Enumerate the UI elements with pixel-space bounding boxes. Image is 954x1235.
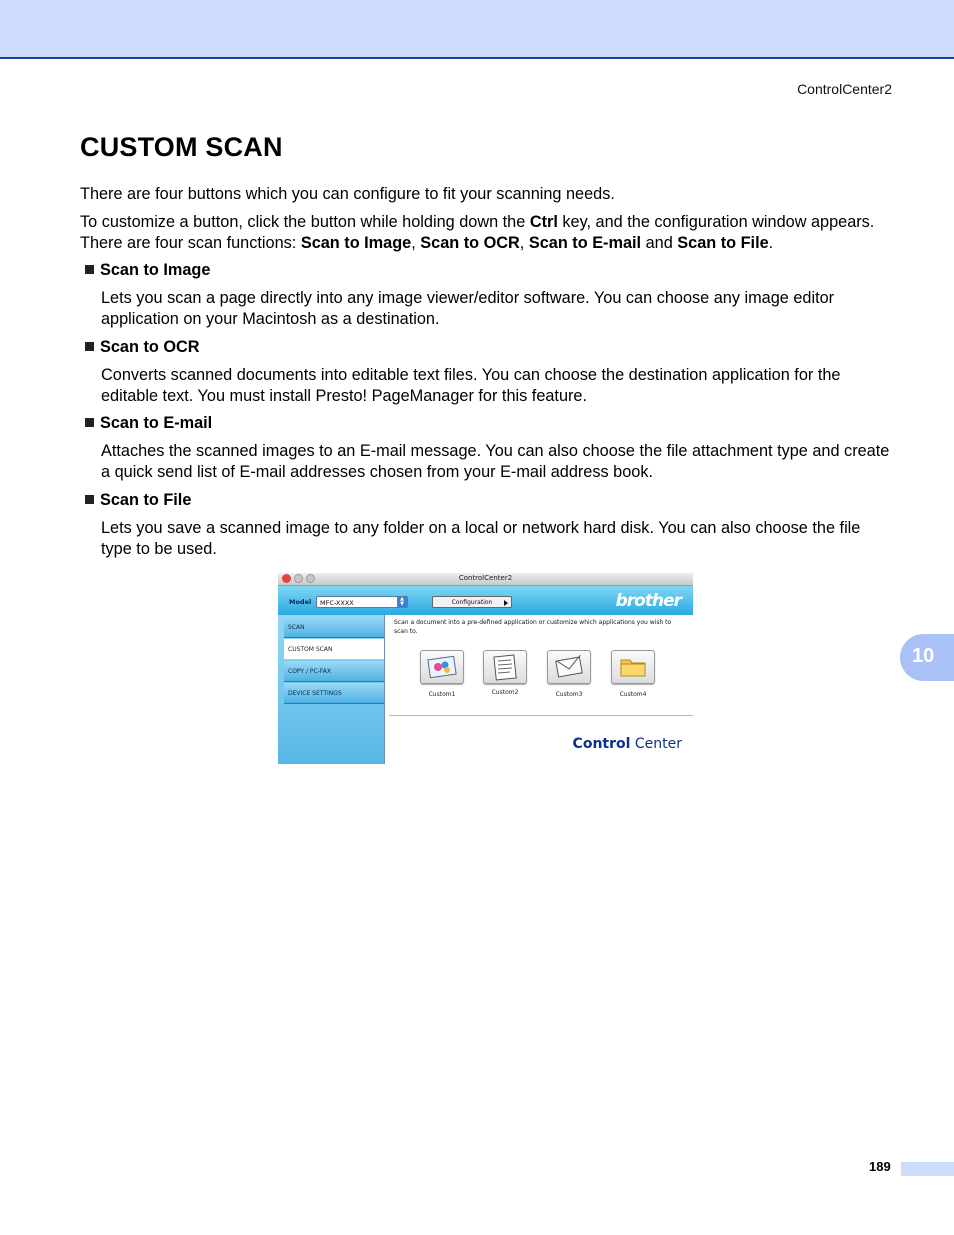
page-number-bar [901,1162,954,1176]
tab-copy-pc-fax[interactable]: COPY / PC-FAX [284,661,384,682]
function-name: Scan to Image [300,233,412,252]
sidebar [278,615,384,764]
tab-scan[interactable]: SCAN [284,617,384,638]
item-heading [85,490,191,511]
square-bullet-icon [85,495,94,504]
separator: , [411,233,421,252]
configuration-button[interactable] [432,596,512,608]
item-text: Lets you scan a page directly into any image viewer/editor software. You can choose any image editor application on your Macintosh as a destination. [101,289,835,328]
item-title: Scan to OCR [100,338,200,356]
logo-bold-text: Control [572,736,631,752]
model-label: Model [289,598,312,606]
custom4-button[interactable] [611,650,655,698]
intro-paragraph: There are four buttons which you can configure to fit your scanning needs. [80,185,615,203]
item-title: Scan to E-mail [100,414,213,432]
folder-icon [611,650,655,684]
controlcenter-logo [573,736,682,752]
item-text: Converts scanned documents into editable text files. You can choose the destination application for the editable text. You must install Presto! PageManager for this feature. [101,366,841,405]
custom4-label: Custom4 [619,691,647,698]
window-title: ControlCenter2 [458,574,513,582]
customize-text: To customize a button, click the button while holding down the [80,213,530,231]
stepper-arrows-icon: ▲ ▼ [397,597,407,607]
square-bullet-icon [85,342,94,351]
main-panel [384,615,693,764]
image-icon [420,650,464,684]
square-bullet-icon [85,265,94,274]
page-title: CUSTOM SCAN [80,132,283,162]
item-text: Attaches the scanned images to an E-mail message. You can also choose the file attachment type and create a quick send list of E-mail addresses chosen from your E-mail address book. [101,442,890,481]
custom1-label: Custom1 [428,691,456,698]
item-title: Scan to Image [100,261,211,279]
logo-light-text: Center [630,736,682,752]
running-header: ControlCenter2 [797,81,892,97]
model-select[interactable] [316,596,408,608]
function-name: Scan to File [677,233,769,252]
custom3-label: Custom3 [555,691,583,698]
item-heading [85,337,200,358]
triangle-right-icon [504,600,508,606]
item-heading [85,260,210,281]
tab-device-settings[interactable]: DEVICE SETTINGS [284,683,384,704]
custom1-button[interactable] [420,650,464,698]
item-text: Lets you save a scanned image to any folder on a local or network hard disk. You can also choose the file type to be used. [101,519,861,558]
function-name: Scan to E-mail [528,233,642,252]
square-bullet-icon [85,418,94,427]
ctrl-key: Ctrl [529,213,558,231]
configuration-label: Configuration [451,599,493,606]
page-number: 189 [869,1159,891,1174]
panel-description: Scan a document into a pre-defined application or customize which applications you wish to scan to. [394,619,672,635]
customize-paragraph [80,212,892,253]
envelope-icon [547,650,591,684]
separator: . [768,233,774,252]
custom3-button[interactable] [547,650,591,698]
divider [389,715,693,716]
function-name: Scan to OCR [420,233,520,252]
customize-text: key, and the configuration window appears. There are four scan functions: [80,213,875,252]
model-value: MFC-XXXX [320,599,354,607]
item-heading [85,413,212,434]
item-title: Scan to File [100,491,192,509]
brother-logo: brother [615,591,681,611]
separator: , [519,233,529,252]
custom2-button[interactable] [483,650,527,696]
toolbar [278,586,693,615]
controlcenter-screenshot [278,573,693,764]
chapter-number: 10 [912,645,935,667]
separator: and [641,233,678,252]
tab-custom-scan[interactable]: CUSTOM SCAN [284,639,384,660]
window-titlebar [278,573,693,586]
ocr-document-icon [483,650,527,684]
custom2-label: Custom2 [491,689,519,696]
chapter-tab [900,634,954,681]
top-header-band [0,0,954,59]
